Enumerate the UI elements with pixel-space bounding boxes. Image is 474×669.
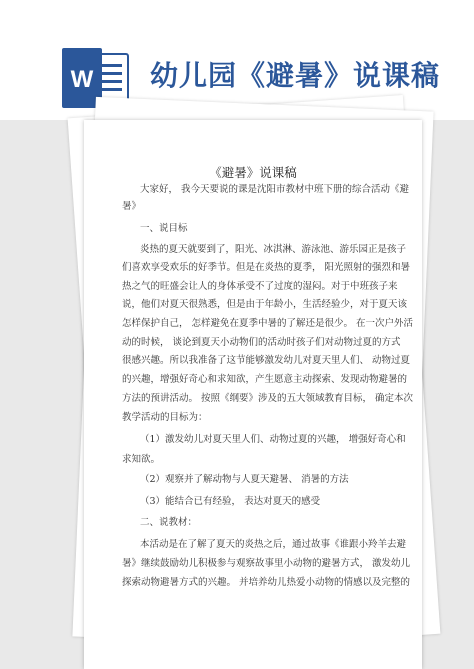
list-item: （2）观察并了解动物与人夏天避暑、 消暑的方法 — [140, 474, 349, 485]
paragraph-line: 本活动是在了解了夏天的炎热之后，通过故事《谁跟小羚羊去避 — [140, 539, 407, 550]
logo-letter: W — [70, 66, 94, 93]
paragraph-line: 大家好， 我今天要说的课是沈阳市教材中班下册的综合活动《避 — [140, 184, 410, 195]
list-item-continuation: 求知欲。 — [122, 454, 161, 465]
paragraph-line: 的兴趣，增强好奇心和求知欲，产生愿意主动探索、发现动物避暑的 — [122, 374, 408, 385]
paragraph-line: 说，他们对夏天很熟悉，但是由于年龄小，生活经验少，对于夏天该 — [122, 299, 408, 310]
paragraph-line: 教学活动的目标为： — [122, 412, 208, 423]
paragraph-line: 暑》继续鼓励幼儿积极参与观察故事里小动物的避暑方式， 激发幼儿 — [122, 558, 411, 569]
list-item: （1）激发幼儿对夏天里人们、动物过夏的兴趣， 增强好奇心和 — [140, 434, 406, 445]
paragraph-line: 热之气的旺盛会让人的身体承受不了过度的湿闷。对于中班孩子来 — [122, 281, 398, 292]
section-heading: 二、说教材： — [140, 517, 198, 528]
paragraph-line: 暑》 — [122, 201, 142, 212]
paragraph-line: 怎样保护自己， 怎样避免在夏季中暑的了解还是很少。 在一次户外活 — [122, 318, 414, 329]
paragraph-line: 炎热的夏天就要到了，阳光、冰淇淋、游泳池、游乐园正是孩子 — [140, 244, 407, 255]
banner-title: 幼儿园《避暑》说课稿 — [150, 59, 441, 92]
list-item: （3）能结合已有经验， 表达对夏天的感受 — [140, 496, 321, 507]
paragraph-line: 动的时候， 谈论到夏天小动物们的活动时孩子们对动物过夏的方式 — [122, 337, 401, 348]
section-heading: 一、说目标 — [140, 223, 188, 234]
paragraph-line: 方法的预讲活动。 按照《纲要》涉及的五大领域教育目标， 确定本次 — [122, 393, 414, 404]
paragraph-line: 们喜欢享受欢乐的好季节。但是在炎热的夏季， 阳光照射的强烈和暑 — [122, 262, 411, 273]
document-title: 《避暑》说课稿 — [209, 165, 297, 180]
paragraph-line: 探索动物避暑方式的兴趣。 并培养幼儿热爱小动物的情感以及完整的 — [122, 577, 411, 588]
document-page — [84, 120, 422, 669]
paragraph-line: 很感兴趣。所以我准备了这节能够激发幼儿对夏天里人们、 动物过夏 — [122, 355, 411, 366]
